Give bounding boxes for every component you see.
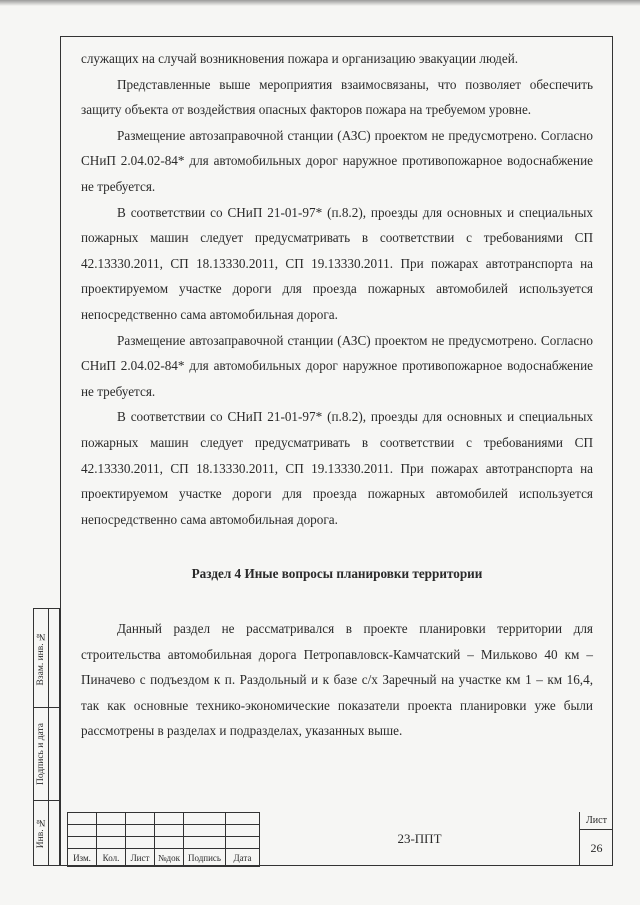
stamp-vzam-inv [33, 608, 60, 708]
paragraph-6: В соответствии со СНиП 21-01-97* (п.8.2), проезды для основных и специальных пожарных машин следует предусматривать в соответствии с требованиями СП 42.13330.2011, СП 18.13330.2011, СП 19.13330.2011. При пожарах автотранспорта на проектируемом участке дороги для проезда пожарных автомобилей используется непосредственно сама автомобильная дорога. [81, 409, 593, 527]
sheet-number: 26 [590, 841, 603, 855]
paragraph-1: служащих на случай возникновения пожара и организацию эвакуации людей. [81, 51, 519, 66]
col-data: Дата [226, 849, 260, 867]
section-paragraph: Данный раздел не рассматривался в проекте планировки территории для строительства автомобильная дорога Петропавловск-Камчатский – Мильково 40 км – Пиначево с подъездом к п. Раздольный и к базе с/х Заречный на участке км 1 – км 16,4, так как основные технико-экономические показатели проекта планировки уже были рассмотрены в разделах и подразделах, указанных выше. [81, 621, 593, 739]
col-list: Лист [126, 849, 155, 867]
revision-table [67, 812, 260, 867]
paragraph-3: Размещение автозаправочной станции (АЗС) проектом не предусмотрено. Согласно СНиП 2.04.02-84* для автомобильных дорог наружное противопожарное водоснабжение не требуется. [81, 127, 593, 194]
paragraph-5: Размещение автозаправочной станции (АЗС) проектом не предусмотрено. Согласно СНиП 2.04.02-84* для автомобильных дорог наружное противопожарное водоснабжение не требуется. [81, 332, 593, 399]
col-ndok: №док [155, 849, 184, 867]
paragraph-2: Представленные выше мероприятия взаимосвязаны, что позволяет обеспечить защиту объекта от воздействия опасных факторов пожара на требуемом уровне. [81, 76, 593, 118]
body-text [81, 46, 593, 532]
stamp-vzam-inv-label: Взам. инв. № [36, 630, 46, 686]
stamp-inv-podl-label: Инв. № [36, 817, 46, 849]
stamp-podpis-data [33, 707, 60, 801]
sheet-label: Лист [580, 812, 613, 830]
doc-code: 23-ППТ [259, 812, 580, 866]
stamp-podpis-data-label: Подпись и дата [36, 722, 46, 785]
col-kol: Кол. [97, 849, 126, 867]
title-block [67, 812, 613, 866]
stamp-inv-podl [33, 800, 60, 866]
section-body [81, 616, 593, 744]
col-podpis: Подпись [184, 849, 226, 867]
col-izm: Изм. [68, 849, 97, 867]
paragraph-4: В соответствии со СНиП 21-01-97* (п.8.2), проезды для основных и специальных пожарных машин следует предусматривать в соответствии с требованиями СП 42.13330.2011, СП 18.13330.2011, СП 19.13330.2011. При пожарах автотранспорта на проектируемом участке дороги для проезда пожарных автомобилей используется непосредственно сама автомобильная дорога. [81, 204, 593, 322]
scan-edge [0, 0, 640, 6]
section-heading: Раздел 4 Иные вопросы планировки территории [191, 566, 483, 581]
